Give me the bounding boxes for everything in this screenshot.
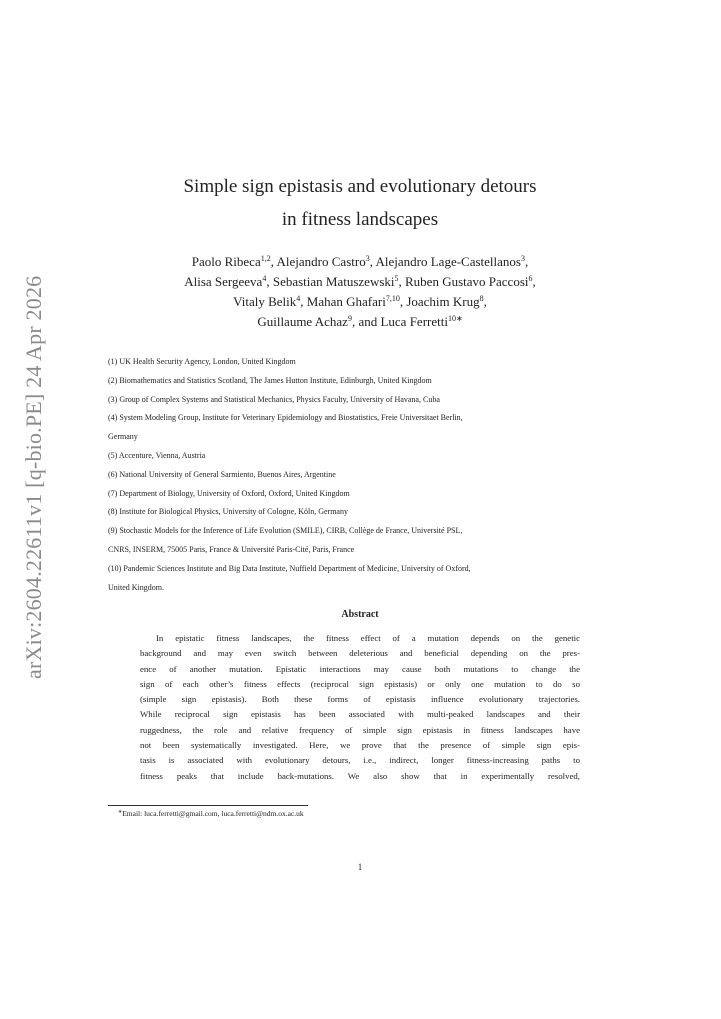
affiliation-line: (6) National University of General Sarmiento, Buenos Aires, Argentine [108, 469, 336, 479]
author-affiliation-mark: 4 [262, 274, 267, 283]
affiliation-line: CNRS, INSERM, 75005 Paris, France & Université Paris-Cité, Paris, France [108, 544, 355, 554]
abstract-line: ruggedness, the role and relative frequency of simple sign epistasis in fitness landscapes have [140, 724, 580, 735]
author-name: Paolo Ribeca [191, 254, 261, 269]
affiliation-line: (5) Accenture, Vienna, Austria [108, 450, 206, 460]
author-affiliation-mark: 3 [520, 254, 525, 263]
abstract-line: fitness peaks that include back-mutations. We also show that in experimentally resolved, [140, 770, 580, 781]
author-list [110, 252, 610, 332]
author-affiliation-mark: 4 [296, 294, 301, 303]
abstract-line: tasis is associated with evolutionary detours, i.e., indirect, longer fitness-increasing paths to [140, 755, 580, 766]
abstract-body [140, 631, 580, 784]
author-name: Alisa Sergeeva [184, 274, 263, 289]
affiliation-line: Germany [108, 432, 138, 442]
abstract-line: sign of each other’s fitness effects (reciprocal sign epistasis) or only one mutation to do so [140, 678, 580, 689]
author-separator: , [483, 294, 487, 309]
author-line-4 [110, 312, 610, 332]
affiliation-line: United Kingdom. [108, 582, 164, 592]
arxiv-sidebar [20, 275, 48, 680]
abstract-line: background and may even switch between deleterious and beneficial depending on the pres- [140, 648, 580, 659]
author-name: Alejandro Castro [276, 254, 366, 269]
author-name: Alejandro Lage-Castellanos [375, 254, 521, 269]
author-name: Luca Ferretti [380, 314, 448, 329]
affiliation-line: (3) Group of Complex Systems and Statistical Mechanics, Physics Faculty, University of Havana, Cuba [108, 394, 440, 404]
author-affiliation-mark: 7,10 [385, 294, 400, 303]
abstract-line: ence of another mutation. Epistatic interactions may cause both mutations to change the [140, 663, 580, 674]
page-number: 1 [357, 862, 363, 872]
footnote-email: Email: luca.ferretti@gmail.com, luca.ferretti@ndm.ox.ac.uk [122, 809, 304, 818]
affiliation-line: (4) System Modeling Group, Institute for Veterinary Epidemiology and Biostatistics, Freie Universitaet Berlin, [108, 413, 463, 423]
author-separator: , [399, 294, 407, 309]
author-separator: , [266, 274, 273, 289]
footnote [118, 809, 304, 818]
author-line-3 [110, 292, 610, 312]
author-affiliation-mark: 10∗ [447, 314, 463, 323]
author-line-1 [110, 252, 610, 272]
author-separator: , [398, 274, 406, 289]
affiliation-list [108, 353, 618, 597]
author-separator: , [532, 274, 536, 289]
affiliation-line: (1) UK Health Security Agency, London, United Kingdom [108, 357, 296, 366]
author-affiliation-mark: 8 [479, 294, 484, 303]
affiliation-line: (8) Institute for Biological Physics, University of Cologne, Köln, Germany [108, 507, 348, 517]
author-separator: , [300, 294, 307, 309]
paper-title-line-1: Simple sign epistasis and evolutionary detours [183, 176, 537, 197]
author-separator: , [369, 254, 376, 269]
author-name: Mahan Ghafari [306, 294, 386, 309]
author-affiliation-mark: 1,2 [260, 254, 271, 263]
footnote-rule [108, 805, 308, 806]
author-affiliation-mark: 6 [528, 274, 533, 283]
footnote-mark: ∗ [118, 810, 123, 815]
abstract-line: While reciprocal sign epistasis has been associated with multi-peaked landscapes and their [140, 709, 580, 720]
author-affiliation-mark: 9 [347, 314, 352, 323]
arxiv-identifier: arXiv:2604.22611v1 [q-bio.PE] 24 Apr 2026 [21, 275, 46, 679]
abstract-line: In epistatic fitness landscapes, the fitness effect of a mutation depends on the genetic [156, 633, 580, 643]
affiliation-line: (2) Biomathematics and Statistics Scotland, The James Hutton Institute, Edinburgh, United Kingdom [108, 375, 432, 385]
author-affiliation-mark: 3 [365, 254, 370, 263]
abstract-line: not been systematically investigated. Here, we prove that the presence of simple sign epis- [140, 740, 580, 751]
abstract-heading: Abstract [341, 609, 379, 620]
abstract-line: (simple sign epistasis). Both these forms of epistasis influence evolutionary trajectories. [140, 694, 580, 705]
affiliation-line: (10) Pandemic Sciences Institute and Big Data Institute, Nuffield Department of Medicine, University of Oxford, [108, 563, 471, 573]
author-name: Sebastian Matuszewski [272, 274, 395, 289]
author-separator: , [270, 254, 277, 269]
author-separator: , [524, 254, 529, 269]
affiliation-line: (9) Stochastic Models for the Inference of Life Evolution (SMILE), CIRB, Collège de France, Université PSL, [108, 526, 463, 536]
author-name: Joachim Krug [406, 294, 480, 309]
author-affiliation-mark: 5 [394, 274, 399, 283]
author-name: Ruben Gustavo Paccosi [405, 274, 529, 289]
author-name: Guillaume Achaz [257, 314, 348, 329]
author-line-2 [110, 272, 610, 292]
affiliation-line: (7) Department of Biology, University of Oxford, Oxford, United Kingdom [108, 488, 350, 498]
author-separator: , and [351, 314, 381, 329]
paper-title-line-2: in fitness landscapes [281, 209, 439, 230]
author-name: Vitaly Belik [233, 294, 297, 309]
